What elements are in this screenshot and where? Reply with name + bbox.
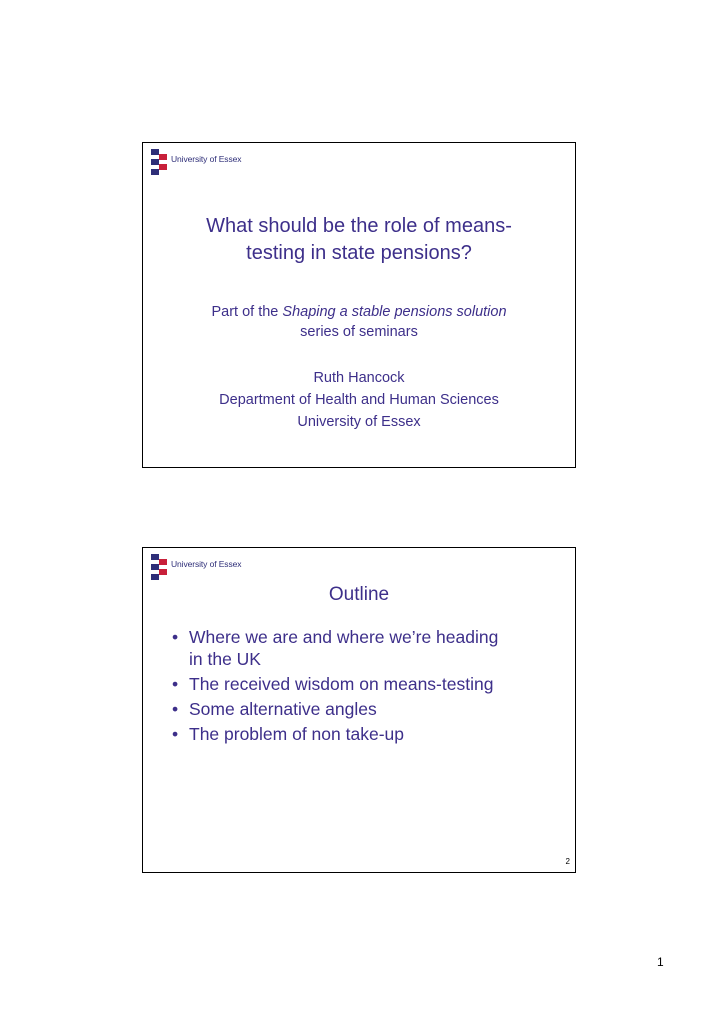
- bullet-icon: •: [172, 627, 179, 647]
- series-prefix: Part of the: [211, 304, 283, 320]
- university-name: University of Essex: [297, 414, 421, 430]
- logo-text: University of Essex: [171, 154, 242, 164]
- logo-mark-icon: [151, 554, 167, 580]
- logo-text: University of Essex: [171, 559, 242, 569]
- title-line-1: What should be the role of means-: [206, 215, 512, 237]
- series-text: [143, 302, 575, 342]
- series-line-1: [143, 302, 575, 322]
- bullet-icon: •: [172, 699, 179, 719]
- slide-2: [142, 547, 576, 873]
- slide-number: 2: [565, 857, 570, 866]
- department-name: Department of Health and Human Sciences: [219, 392, 499, 408]
- list-item: • The received wisdom on means-testing: [172, 674, 494, 694]
- slide-1: [142, 142, 576, 468]
- author-block: [143, 367, 575, 433]
- slide-title: Outline: [328, 584, 390, 605]
- page-number: 1: [657, 955, 664, 969]
- outline-list: [169, 626, 549, 748]
- list-item: • Some alternative angles: [172, 699, 377, 719]
- series-name: Shaping a stable pensions solution: [282, 304, 507, 320]
- series-line-2: series of seminars: [300, 324, 418, 340]
- title-line-2: testing in state pensions?: [246, 242, 472, 264]
- slide-title: [143, 213, 575, 267]
- list-item: • Where we are and where we’re heading in the UK: [172, 627, 499, 669]
- bullet-icon: •: [172, 674, 179, 694]
- logo-mark-icon: [151, 149, 167, 175]
- list-item: • The problem of non take-up: [172, 724, 404, 744]
- author-name: Ruth Hancock: [313, 370, 405, 386]
- university-logo: [151, 554, 271, 580]
- bullet-icon: •: [172, 724, 179, 744]
- university-logo: [151, 149, 271, 175]
